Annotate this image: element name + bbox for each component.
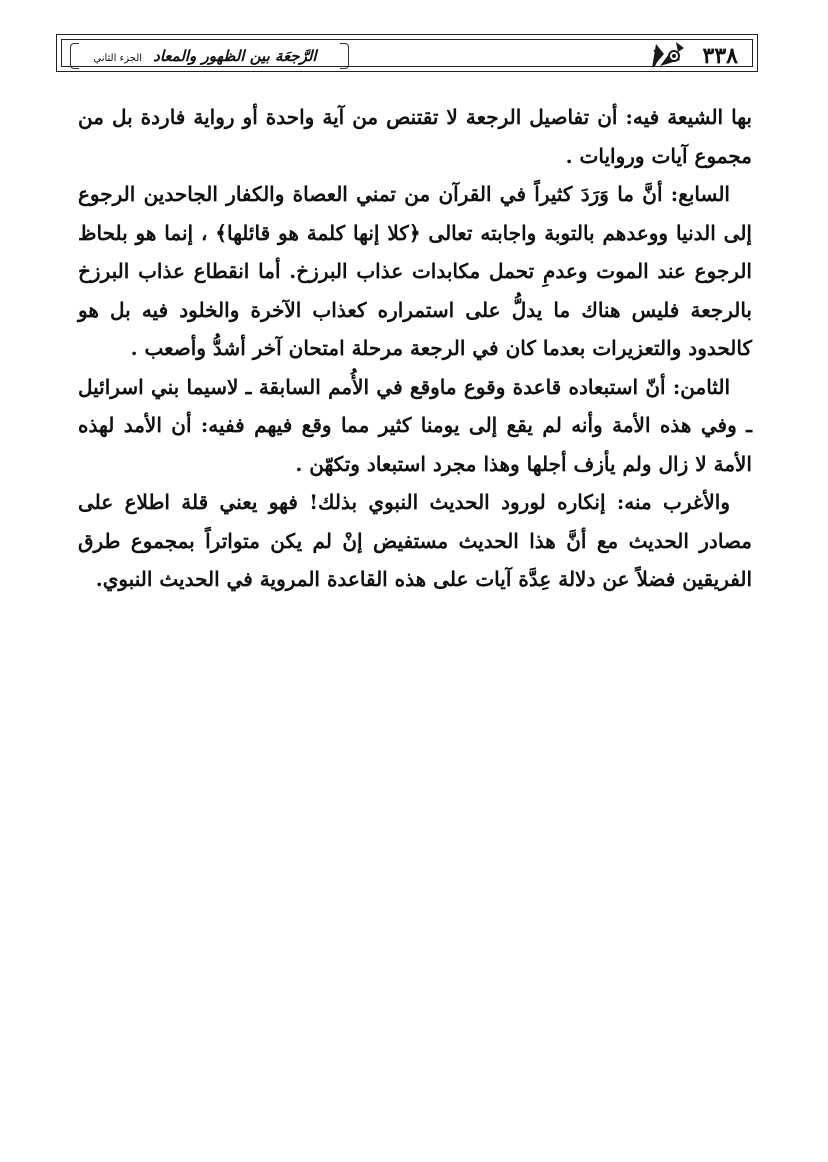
paragraph-seventh: السابع: أنَّ ما وَرَدَ كثيراً في القرآن من تمني العصاة والكفار الجاحدين الرجوع إلى الدنيا ووعدهم بالتوبة واجابته تعالى ﴿كلا إنها كلمة هو قائلها﴾ ، إنما هو بلحاظ الرجوع عند الموت وعدمِ تحمل مكابدات عذاب البرزخ. أما انقطاع عذاب البرزخ بالرجعة فليس هناك ما يدلُّ على استمراره كعذاب الآخرة والخلود فيه بل هو كالحدود والتعزيرات بعدما كان في الرجعة مرحلة امتحان آخر أشدُّ وأصعب . (78, 182, 752, 360)
page-header (56, 34, 758, 72)
book-title-text: الرَّجعَة بين الظهور والمعاد (153, 47, 317, 65)
floral-ornament-icon (650, 38, 686, 70)
book-title (74, 44, 336, 68)
page-number: ٣٣٨ (702, 43, 738, 69)
title-bracket-right (340, 43, 349, 69)
paragraph-stranger: والأغرب منه: إنكاره لورود الحديث النبوي بذلك! فهو يعني قلة اطلاع على مصادر الحديث مع أنَّ هذا الحديث مستفيض إنْ لم يكن متواتراً بمجموع طرق الفريقين فضلاً عن دلالة عِدَّة آيات على هذه القاعدة المروية في الحديث النبوي. (78, 490, 752, 591)
page-body (78, 98, 752, 599)
header-inner-frame (61, 39, 753, 67)
paragraph-eighth: الثامن: أنّ استبعاده قاعدة وقوع ماوقع في الأُمم السابقة ـ لاسيما بني اسرائيل ـ وفي هذه الأمة وأنه لم يقع إلى يومنا كثير مما وقع فيهم ففيه: أن الأمد لهذه الأمة لا زال ولم يأزف أجلها وهذا مجرد استبعاد وتكهّن . (78, 374, 752, 476)
volume-label: الجزء الثاني (93, 53, 143, 64)
paragraph-continuation: بها الشيعة فيه: أن تفاصيل الرجعة لا تقتنص من آية واحدة أو رواية فاردة بل من مجموع آيات وروايات . (78, 105, 752, 168)
